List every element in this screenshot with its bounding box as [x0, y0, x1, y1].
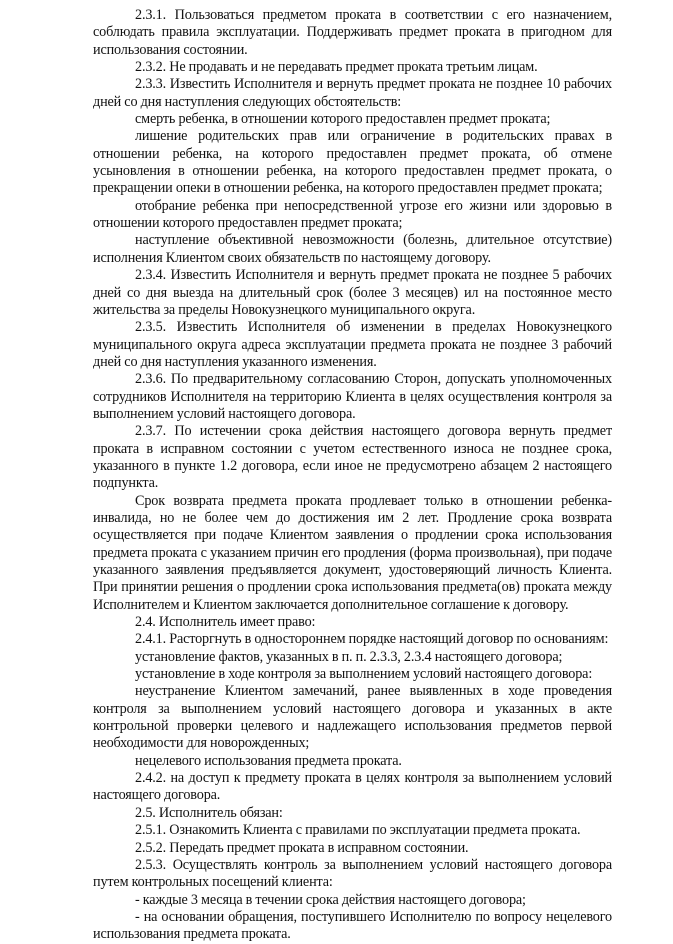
clause-2-4-2: 2.4.2. на доступ к предмету проката в целях контроля за выполнением условий настоящего договора.	[93, 770, 612, 804]
clause-2-4-1-item-remarks: неустранение Клиентом замечаний, ранее выявленных в ходе проведения контроля за выполнением условий настоящего договора и указанных в акте контрольной проверки целевого и надлежащего использования предметов первой необходимости для новорожденных;	[93, 683, 612, 752]
clause-2-3-2: 2.3.2. Не продавать и не передавать предмет проката третьим лицам.	[135, 59, 538, 76]
clause-2-3-5: 2.3.5. Известить Исполнителя об изменении в пределах Новокузнецкого муниципального округа адреса эксплуатации предмета проката не позднее 3 рабочий дней со дня наступления указанного изменения.	[93, 319, 612, 370]
clause-2-4: 2.4. Исполнитель имеет право:	[135, 614, 316, 631]
clause-2-3-3-item-death: смерть ребенка, в отношении которого предоставлен предмет проката;	[135, 111, 551, 128]
clause-2-3-7: 2.3.7. По истечении срока действия настоящего договора вернуть предмет проката в исправном состоянии с учетом естественного износа не позднее срока, указанного в пункте 1.2 договора, если иное не предусмотрено абзацем 2 настоящего подпункта.	[93, 423, 612, 492]
clause-2-3-6: 2.3.6. По предварительному согласованию Сторон, допускать уполномоченных сотрудников Исполнителя на территорию Клиента в целях осуществления контроля за выполнением условий настоящего договора.	[93, 371, 612, 422]
clause-2-5-3: 2.5.3. Осуществлять контроль за выполнением условий настоящего договора путем контрольных посещений клиента:	[93, 856, 612, 891]
clause-2-3-3-item-removal: отобрание ребенка при непосредственной угрозе его жизни или здоровью в отношении которого предоставлен предмет проката;	[93, 197, 612, 232]
document-page	[93, 7, 612, 944]
clause-2-5: 2.5. Исполнитель обязан:	[135, 804, 283, 821]
clause-2-3-1: 2.3.1. Пользоваться предметом проката в соответствии с его назначением, соблюдать правила эксплуатации. Поддерживать предмет проката в пригодном для использования состоянии.	[93, 7, 612, 58]
clause-2-5-3-item-request: - на основании обращения, поступившего Исполнителю по вопросу нецелевого использования предмета проката.	[93, 908, 612, 943]
clause-2-3-3-item-impossibility: наступление объективной невозможности (болезнь, длительное отсутствие) исполнения Клиентом своих обязательств по настоящему договору.	[93, 232, 612, 266]
clause-2-3-3: 2.3.3. Известить Исполнителя и вернуть предмет проката не позднее 10 рабочих дней со дня наступления следующих обстоятельств:	[93, 76, 612, 110]
clause-2-3-7-extension: Срок возврата предмета проката продлевает только в отношении ребенка-инвалида, но не более чем до достижения им 2 лет. Продление срока возврата осуществляется при подаче Клиентом заявления о продлении срока использования предмета проката с указанием причин его продления (форма произвольная), при подаче указанного заявления предъявляется документ, удостоверяющий личность Клиента. При принятии решения о продлении срока использования предмета(ов) проката между Исполнителем и Клиентом заключается дополнительное соглашение к договору.	[93, 492, 612, 613]
clause-2-3-3-item-deprivation: лишение родительских прав или ограничение в родительских правах в отношении ребенка, на которого предоставлен предмет проката, об отмене усыновления в отношении ребенка, на которого предоставлен предмет проката, о прекращении опеки в отношении ребенка, на которого предоставлен предмет проката;	[93, 128, 612, 197]
clause-2-4-1: 2.4.1. Расторгнуть в одностороннем порядке настоящий договор по основаниям:	[135, 631, 609, 648]
clause-2-4-1-item-misuse: нецелевого использования предмета проката.	[135, 752, 402, 769]
clause-2-5-1: 2.5.1. Ознакомить Клиента с правилами по эксплуатации предмета проката.	[135, 822, 581, 839]
clause-2-3-4: 2.3.4. Известить Исполнителя и вернуть предмет проката не позднее 5 рабочих дней со дня выезда на длительный срок (более 3 месяцев) ил на постоянное место жительства за пределы Новокузнецкого муниципального округа.	[93, 267, 612, 318]
clause-2-5-2: 2.5.2. Передать предмет проката в исправном состоянии.	[135, 839, 469, 856]
clause-2-4-1-item-facts: установление фактов, указанных в п. п. 2.3.3, 2.3.4 настоящего договора;	[135, 648, 563, 665]
clause-2-5-3-item-quarterly: - каждые 3 месяца в течении срока действия настоящего договора;	[135, 891, 526, 908]
clause-2-4-1-item-control: установление в ходе контроля за выполнением условий настоящего договора:	[135, 666, 593, 683]
